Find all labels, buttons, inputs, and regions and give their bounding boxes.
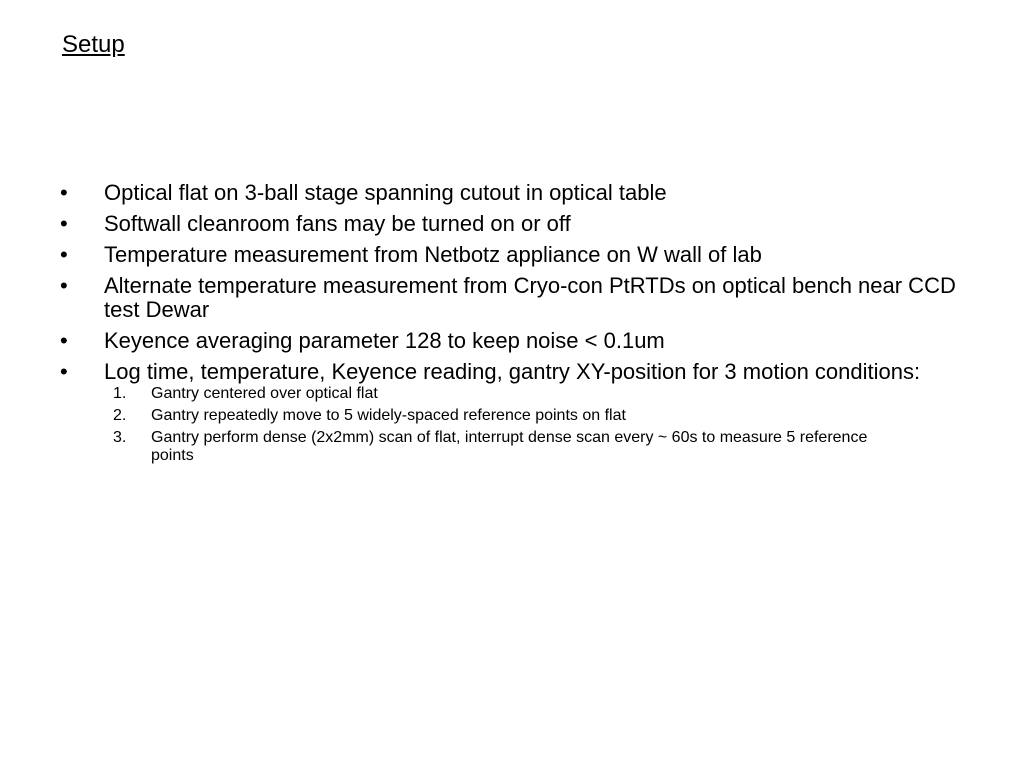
numbered-item xyxy=(0,385,964,403)
bullet-text: Alternate temperature measurement from Cryo-con PtRTDs on optical bench near CCD test Dewar xyxy=(104,273,956,322)
bullet-text: Temperature measurement from Netbotz appliance on W wall of lab xyxy=(104,242,762,267)
bullet-marker: • xyxy=(60,211,68,236)
bullet-text: Optical flat on 3-ball stage spanning cutout in optical table xyxy=(104,180,667,205)
item-text: Gantry repeatedly move to 5 widely-spaced reference points on flat xyxy=(151,407,626,424)
slide-title: Setup xyxy=(62,31,125,58)
item-number: 1. xyxy=(113,385,127,402)
bullet-item xyxy=(0,243,1024,267)
item-text: Gantry perform dense (2x2mm) scan of flat, interrupt dense scan every ~ 60s to measure 5 reference points xyxy=(151,429,868,464)
numbered-item xyxy=(0,429,964,465)
bullet-item xyxy=(0,360,1024,465)
numbered-item xyxy=(0,407,964,425)
bullet-text: Log time, temperature, Keyence reading, gantry XY-position for 3 motion conditions: xyxy=(104,359,921,384)
item-text: Gantry centered over optical flat xyxy=(151,385,378,402)
item-number: 3. xyxy=(113,429,127,446)
bullet-marker: • xyxy=(60,180,68,205)
bullet-text: Softwall cleanroom fans may be turned on or off xyxy=(104,211,571,236)
bullet-item xyxy=(0,274,1024,322)
numbered-sublist xyxy=(104,385,964,465)
bullet-item xyxy=(0,212,1024,236)
bullet-marker: • xyxy=(60,328,68,353)
bullet-text: Keyence averaging parameter 128 to keep noise < 0.1um xyxy=(104,328,665,353)
bullet-item xyxy=(0,329,1024,353)
bullet-marker: • xyxy=(60,273,68,298)
bullet-list xyxy=(0,181,1024,472)
item-number: 2. xyxy=(113,407,127,424)
bullet-item xyxy=(0,181,1024,205)
bullet-marker: • xyxy=(60,359,68,384)
bullet-marker: • xyxy=(60,242,68,267)
